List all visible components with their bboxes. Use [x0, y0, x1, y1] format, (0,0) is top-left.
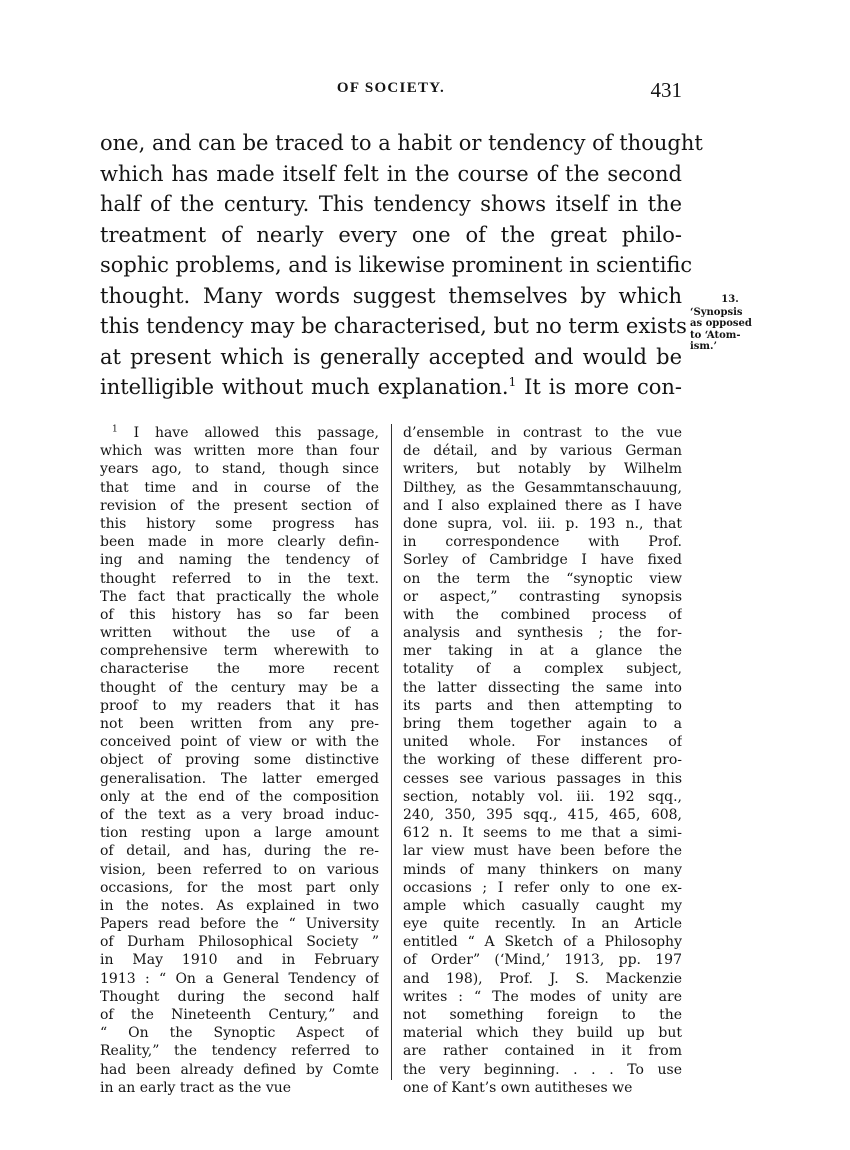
- footnote-line: are rather contained in it from: [403, 1043, 682, 1060]
- footnote-line: of detail, and has, during the re-: [100, 843, 379, 860]
- footnote-line: writes : “ The modes of unity are: [403, 988, 682, 1005]
- footnote-line: lar view must have been before the: [403, 843, 682, 860]
- footnote-line: [100, 424, 379, 442]
- page-number: 431: [650, 78, 682, 102]
- footnote-line: only at the end of the composition: [100, 788, 379, 805]
- footnote-right-column: [403, 424, 682, 1097]
- footnote-line: mer taking in at a glance the: [403, 643, 682, 660]
- footnote-line: of the Nineteenth Century,” and: [100, 1007, 379, 1023]
- footnote-line: the working of these different pro-: [403, 752, 682, 769]
- footnote-line: de détail, and by various German: [403, 443, 682, 460]
- footnote-reference: 1: [508, 375, 517, 389]
- footnote-line: united whole. For instances of: [403, 734, 682, 751]
- footnote-line: tion resting upon a large amount: [100, 825, 379, 842]
- margin-note-line: to ‘Atom-: [690, 329, 741, 341]
- footnote-line: The fact that practically the whole: [100, 588, 379, 605]
- body-line: one, and can be traced to a habit or tendency of thought: [100, 131, 703, 155]
- footnote-line: material which they build up but: [403, 1025, 682, 1042]
- footnote-line: which was written more than four: [100, 443, 379, 460]
- margin-note-number: 13.: [721, 294, 739, 305]
- body-line: treatment of nearly every one of the great philo-: [100, 222, 682, 247]
- footnote-line: revision of the present section of: [100, 497, 379, 514]
- footnote-line: “ On the Synoptic Aspect of: [100, 1025, 379, 1042]
- footnote-line: in May 1910 and in February: [100, 952, 379, 969]
- footnote-line: or aspect,” contrasting synopsis: [403, 588, 682, 605]
- footnote-line: 1913 : “ On a General Tendency of: [100, 970, 379, 987]
- footnote-line: minds of many thinkers on many: [403, 861, 682, 878]
- margin-note-line: ‘Synopsis: [690, 306, 743, 318]
- footnote-line: eye quite recently. In an Article: [403, 916, 682, 933]
- footnote-line: analysis and synthesis ; the for-: [403, 625, 682, 642]
- body-line: sophic problems, and is likewise prominent in scientific: [100, 253, 693, 277]
- footnote-line-text: I have allowed this passage,: [133, 425, 379, 441]
- footnote-left-column: [100, 424, 379, 1097]
- footnote-line: occasions ; I refer only to one ex-: [403, 879, 682, 896]
- footnote-line: this history some progress has: [100, 515, 379, 532]
- footnote-line: writers, but notably by Wilhelm: [403, 461, 682, 478]
- page-header: [100, 78, 682, 106]
- footnote-line: generalisation. The latter emerged: [100, 770, 379, 787]
- footnote-line: thought of the century may be a: [100, 679, 379, 696]
- footnote-line: with the combined process of: [403, 606, 682, 623]
- footnote-line: totality of a complex subject,: [403, 661, 682, 678]
- footnote-line: of the text as a very broad induc-: [100, 806, 379, 823]
- body-line: which has made itself felt in the course of the second: [100, 161, 682, 186]
- column-divider: [391, 424, 392, 1080]
- footnote-line: 240, 350, 395 sqq., 415, 465, 608,: [403, 806, 682, 823]
- body-line-text: It is more con-: [524, 375, 682, 399]
- running-head: OF SOCIETY.: [336, 80, 446, 96]
- footnote-line: ample which casually caught my: [403, 897, 682, 914]
- footnote-line: thought referred to in the text.: [100, 570, 379, 587]
- body-line: half of the century. This tendency shows itself in the: [100, 192, 682, 216]
- footnote-line: on the term the “synoptic view: [403, 570, 682, 587]
- body-line: at present which is generally accepted and would be: [100, 344, 682, 369]
- footnote-line: Sorley of Cambridge I have fixed: [403, 552, 682, 569]
- footnote-line: section, notably vol. iii. 192 sqq.,: [403, 788, 682, 805]
- footnote-line: its parts and then attempting to: [403, 697, 682, 714]
- body-text: [100, 128, 703, 403]
- footnote-line: written without the use of a: [100, 625, 379, 642]
- footnote-line: one of Kant’s own autitheses we: [403, 1079, 633, 1096]
- footnote-line: in correspondence with Prof.: [403, 534, 682, 551]
- footnote-line: occasions, for the most part only: [100, 879, 379, 896]
- footnote-line: done supra, vol. iii. p. 193 n., that: [403, 515, 682, 532]
- footnote-line: not something foreign to the: [403, 1007, 682, 1023]
- footnote-line: the latter dissecting the same into: [403, 679, 682, 696]
- footnote-line: Dilthey, as the Gesammtanschauung,: [403, 479, 682, 496]
- footnote-line: and I also explained there as I have: [403, 497, 682, 514]
- footnote-line: Papers read before the “ University: [100, 916, 379, 933]
- footnote-line: and 198), Prof. J. S. Mackenzie: [403, 970, 682, 987]
- footnote-line: had been already defined by Comte: [100, 1061, 379, 1078]
- footnote-line: that time and in course of the: [100, 479, 379, 496]
- footnote-line: object of proving some distinctive: [100, 752, 379, 769]
- footnote-section: [100, 424, 682, 1096]
- footnote-line: of Durham Philosophical Society ”: [100, 934, 379, 951]
- footnote-line: been made in more clearly defin-: [100, 534, 379, 551]
- footnote-line: conceived point of view or with the: [100, 734, 379, 751]
- footnote-line: 612 n. It seems to me that a simi-: [403, 825, 682, 842]
- body-line: [100, 372, 682, 403]
- margin-note-line: ism.’: [690, 341, 717, 352]
- footnote-line: the very beginning. . . . To use: [403, 1061, 682, 1078]
- footnote-line: bring them together again to a: [403, 716, 682, 732]
- footnote-line: Thought during the second half: [100, 988, 379, 1005]
- footnote-line: vision, been referred to on various: [100, 861, 379, 878]
- footnote-line: of Order” (‘Mind,’ 1913, pp. 197: [403, 952, 682, 969]
- footnote-line: ing and naming the tendency of: [100, 552, 379, 569]
- margin-note-line: as opposed: [690, 318, 752, 329]
- body-line: this tendency may be characterised, but no term exists: [100, 314, 687, 338]
- footnote-line: not been written from any pre-: [100, 716, 379, 732]
- footnote-line: proof to my readers that it has: [100, 697, 379, 714]
- footnote-line: in the notes. As explained in two: [100, 897, 379, 914]
- body-line: thought. Many words suggest themselves by which: [100, 283, 682, 308]
- footnote-marker: 1: [112, 424, 118, 435]
- margin-note: [690, 294, 770, 353]
- footnote-line: comprehensive term wherewith to: [100, 643, 379, 660]
- footnote-line: cesses see various passages in this: [403, 770, 682, 787]
- footnote-line: d’ensemble in contrast to the vue: [403, 425, 682, 441]
- footnote-line: of this history has so far been: [100, 606, 379, 623]
- footnote-line: characterise the more recent: [100, 661, 379, 678]
- body-line-text: intelligible without much explanation.: [100, 375, 509, 399]
- footnote-line: Reality,” the tendency referred to: [100, 1043, 379, 1060]
- footnote-line: years ago, to stand, though since: [100, 461, 379, 478]
- footnote-line: entitled “ A Sketch of a Philosophy: [403, 934, 682, 951]
- footnote-line: in an early tract as the vue: [100, 1079, 292, 1096]
